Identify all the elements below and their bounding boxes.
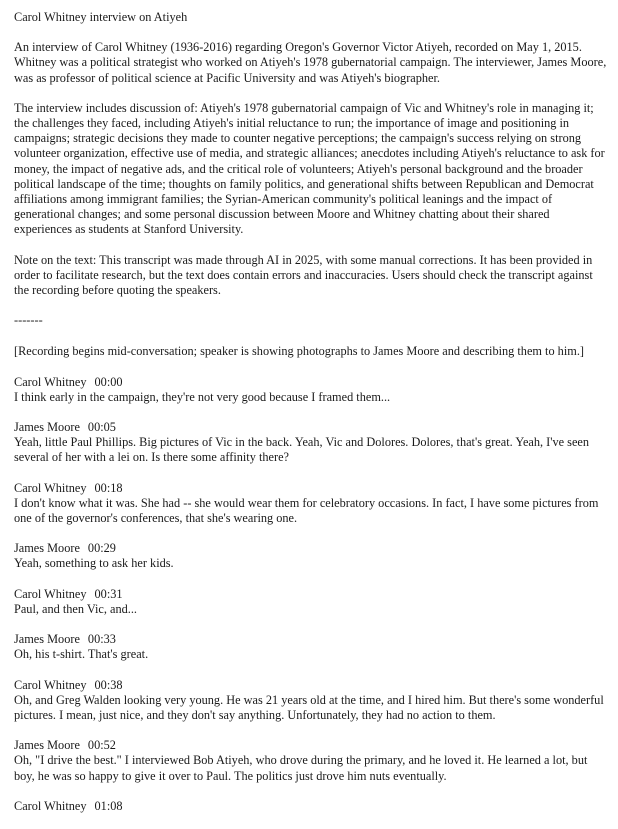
- speaker-line: [14, 678, 608, 693]
- timestamp: 00:31: [94, 586, 123, 601]
- transcript-turn: [14, 678, 608, 724]
- document-title: Carol Whitney interview on Atiyeh: [14, 10, 188, 24]
- timestamp: 00:38: [94, 677, 123, 692]
- speaker-line: [14, 799, 608, 814]
- summary-paragraph: The interview includes discussion of: Atiyeh's 1978 gubernatorial campaign of Vic and Whitney's role in managing it; the challenges they faced, including Atiyeh's initial reluctance to run; the importance of image and positioning in campaigns; strategic decisions they made to counter negative perceptions; the campaign's success relying on strong volunteer organization, effective use of media, and strategic alliances; anecdotes including Atiyeh's reluctance to ask for money, the impact of negative ads, and the critical role of volunteers; Atiyeh's personal background and the broader political landscape of the time; thoughts on family politics, and generational shifts between Republican and Democrat affiliations among immigrant families; the Syrian-American community's political leanings and the impact of generational changes; and some personal discussion between Moore and Whitney chatting about their shared experiences as students at Stanford University.: [14, 100, 605, 237]
- utterance: Paul, and then Vic, and...: [14, 601, 138, 616]
- speaker-name: Carol Whitney: [14, 374, 87, 389]
- utterance: Oh, "I drive the best." I interviewed Bob Atiyeh, who drove during the primary, and he loved it. He learned a lot, but boy, he was so happy to give it over to Paul. The politics just drove him nuts eventually.: [14, 753, 588, 783]
- transcript-turn: [14, 481, 608, 527]
- speaker-name: Carol Whitney: [14, 480, 87, 495]
- timestamp: 01:08: [94, 798, 123, 813]
- timestamp: 00:29: [87, 541, 116, 556]
- speaker-name: Carol Whitney: [14, 586, 87, 601]
- speaker-line: [14, 375, 608, 390]
- timestamp: 00:18: [94, 480, 123, 495]
- speaker-line: [14, 632, 608, 647]
- transcript-turn: [14, 632, 608, 662]
- transcript: [14, 375, 608, 814]
- speaker-name: Carol Whitney: [14, 677, 87, 692]
- speaker-line: [14, 587, 608, 602]
- transcript-turn: [14, 738, 608, 784]
- timestamp: 00:00: [94, 374, 123, 389]
- utterance: I don't know what it was. She had -- she would wear them for celebratory occasions. In fact, I have some pictures from one of the governor's conferences, that she's wearing one.: [14, 495, 599, 526]
- stage-direction: [Recording begins mid-conversation; speaker is showing photographs to James Moore and describing them to him.]: [14, 344, 584, 359]
- speaker-name: James Moore: [14, 420, 80, 435]
- speaker-line: [14, 420, 608, 435]
- intro-paragraph: An interview of Carol Whitney (1936-2016) regarding Oregon's Governor Victor Atiyeh, recorded on May 1, 2015. Whitney was a political strategist who worked on Atiyeh's 1978 gubernatorial campaign. The interviewer, James Moore, was as professor of political science at Pacific University and was Atiyeh's biographer.: [14, 40, 607, 85]
- utterance: Yeah, little Paul Phillips. Big pictures of Vic in the back. Yeah, Vic and Dolores. Dolores, that's great. Yeah, I've seen several of her with a lei on. Is there some affinity there?: [14, 435, 590, 465]
- speaker-line: [14, 481, 608, 496]
- document-page: [14, 10, 608, 829]
- timestamp: 00:52: [87, 738, 116, 753]
- transcript-turn: [14, 799, 608, 814]
- timestamp: 00:33: [87, 632, 116, 647]
- timestamp: 00:05: [87, 420, 116, 435]
- transcript-turn: [14, 375, 608, 405]
- transcript-turn: [14, 541, 608, 571]
- transcript-turn: [14, 587, 608, 617]
- speaker-name: James Moore: [14, 541, 80, 556]
- separator: -------: [14, 313, 43, 328]
- ai-note-paragraph: Note on the text: This transcript was made through AI in 2025, with some manual corrections. It has been provided in order to facilitate research, but the text does contain errors and inaccuracies. Users should check the transcript against the recording before quoting the speakers.: [14, 252, 593, 298]
- transcript-turn: [14, 420, 608, 466]
- speaker-line: [14, 541, 608, 556]
- utterance: I think early in the campaign, they're not very good because I framed them...: [14, 389, 391, 404]
- speaker-name: Carol Whitney: [14, 798, 87, 813]
- utterance: Oh, his t-shirt. That's great.: [14, 647, 149, 662]
- speaker-name: James Moore: [14, 738, 80, 753]
- utterance: Yeah, something to ask her kids.: [14, 556, 174, 571]
- utterance: Oh, and Greg Walden looking very young. He was 21 years old at the time, and I hired him. But there's some wonderful pictures. I mean, just nice, and they don't say anything. Unfortunately, they had no action to them.: [14, 692, 604, 722]
- speaker-name: James Moore: [14, 632, 80, 647]
- speaker-line: [14, 738, 608, 753]
